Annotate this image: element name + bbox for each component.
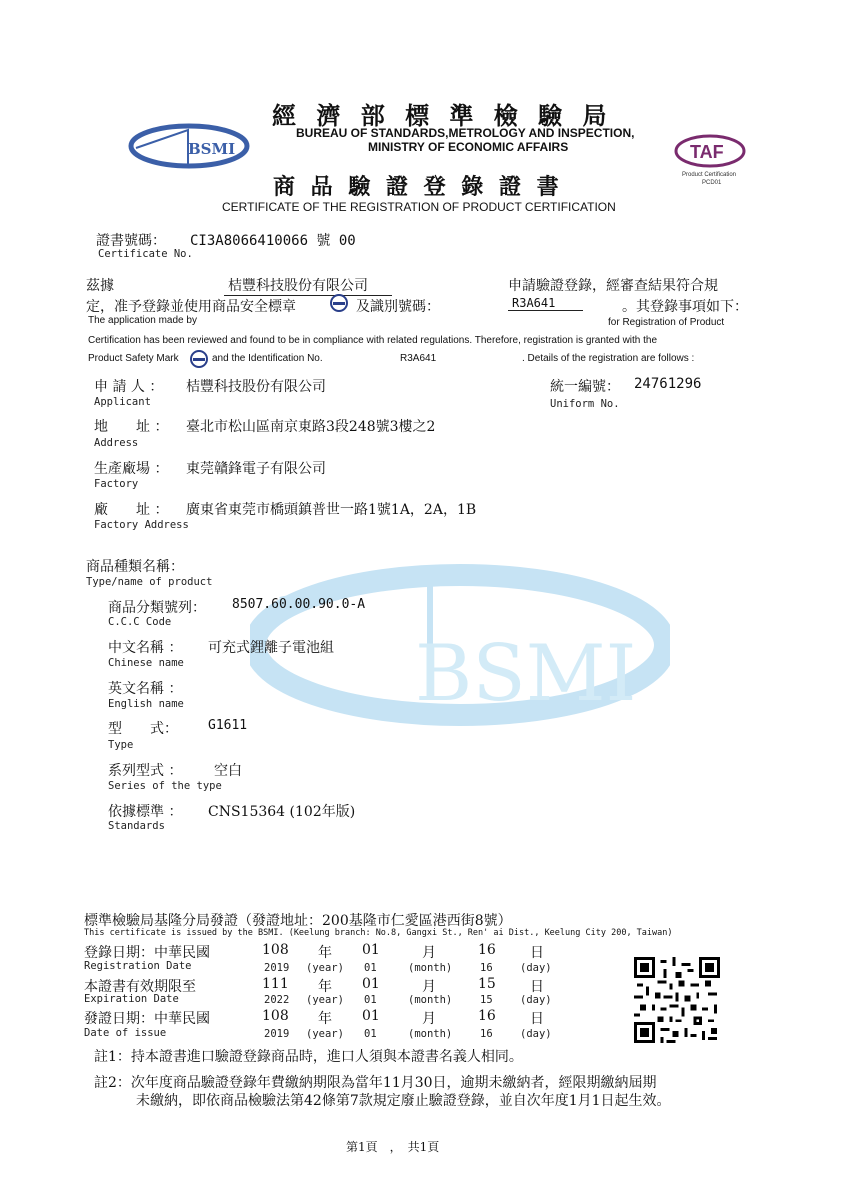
reg-year-unit: 年	[318, 945, 332, 961]
issue-year-en: 2019	[264, 1028, 290, 1040]
exp-day-zh: 15	[478, 976, 496, 992]
intro-line2-a: 定，准予登錄並使用商品安全標章	[86, 299, 296, 315]
reg-date-label-en: Registration Date	[84, 960, 192, 972]
uniform-label: 統一編號：	[550, 379, 620, 395]
taf-sub-1: Product Certification	[682, 172, 737, 178]
factory-label-en: Factory	[94, 478, 139, 490]
issue-year-unit-en: (year)	[306, 1028, 344, 1040]
standards-label-en: Standards	[108, 820, 165, 832]
ccc-label-en: C.C.C Code	[108, 616, 172, 628]
intro-suffix: 申請驗證登錄，經審查結果符合規	[508, 278, 718, 294]
note-2-line-1: 註2：次年度商品驗證登錄年費繳納期限為當年11月30日，逾期未繳納者，經限期繳納屆期	[94, 1075, 657, 1091]
uniform-value: 24761296	[634, 376, 702, 392]
exp-date-label-en: Expiration Date	[84, 993, 179, 1005]
applicant-value: 桔豐科技股份有限公司	[186, 379, 326, 395]
factory-address-label-en: Factory Address	[94, 519, 189, 531]
qr-code	[634, 957, 720, 1043]
intro-en-line3-code: R3A641	[400, 353, 437, 364]
intro-en-line3-a: Product Safety Mark	[88, 353, 179, 364]
intro-en-a: The application made by	[88, 315, 197, 326]
reg-year-unit-en: (year)	[306, 962, 344, 974]
type-label: 型 式：	[108, 721, 178, 737]
issue-date-label-en: Date of issue	[84, 1027, 167, 1039]
address-label: 地 址 ：	[94, 419, 169, 435]
reg-month-en: 01	[364, 962, 377, 974]
watermark-text: BSMI	[415, 629, 637, 719]
issue-month-unit-en: (month)	[408, 1028, 453, 1040]
issuer-zh: 標準檢驗局基隆分局發證（發證地址：200基隆市仁愛區港西街8號）	[84, 913, 512, 929]
bureau-zh: 經 濟 部 標 準 檢 驗 局	[272, 101, 613, 130]
factory-address-label: 廠 址 ：	[94, 502, 169, 518]
type-value: G1611	[208, 718, 248, 733]
bsmi-logo-text: BSMI	[188, 140, 236, 158]
taf-sub-2: PCD01	[702, 180, 722, 186]
intro-en-line3-c: . Details of the registration are follows :	[522, 353, 695, 364]
exp-date-label: 本證書有效期限至	[84, 979, 196, 995]
cert-number-label-en: Certificate No.	[98, 248, 193, 260]
bureau-en-1: BUREAU OF STANDARDS,METROLOGY AND INSPECTION,	[296, 126, 635, 140]
type-label-en: Type	[108, 739, 134, 751]
issue-month-zh: 01	[362, 1008, 380, 1024]
taf-logo-text: TAF	[690, 142, 724, 162]
title-en: CERTIFICATE OF THE REGISTRATION OF PRODUCT CERTIFICATION	[222, 200, 616, 214]
reg-day-zh: 16	[478, 942, 496, 958]
note-2-line-2: 未繳納，即依商品檢驗法第42條第7款規定廢止驗證登錄，並自次年度1月1日起生效。	[136, 1093, 671, 1109]
issue-year-unit: 年	[318, 1011, 332, 1027]
intro-company: 桔豐科技股份有限公司	[224, 275, 392, 296]
exp-month-unit-en: (month)	[408, 994, 453, 1006]
title-zh: 商 品 驗 證 登 錄 證 書	[273, 174, 563, 200]
exp-month-en: 01	[364, 994, 377, 1006]
chinese-name-label: 中文名稱 ：	[108, 640, 183, 656]
intro-en-line3-b: and the Identification No.	[212, 353, 323, 364]
issue-day-en: 16	[480, 1028, 493, 1040]
issue-month-unit: 月	[422, 1011, 436, 1027]
note-1: 註1：持本證書進口驗證登錄商品時，進口人須與本證書名義人相同。	[94, 1049, 523, 1065]
series-label: 系列型式 ：	[108, 763, 183, 779]
series-value: 空白	[214, 763, 242, 779]
intro-line2-c: 。其登錄事項如下：	[622, 299, 748, 315]
address-label-en: Address	[94, 437, 139, 449]
intro-line2-b: 及識別號碼：	[356, 299, 440, 315]
series-label-en: Series of the type	[108, 780, 222, 792]
exp-day-en: 15	[480, 994, 493, 1006]
reg-day-en: 16	[480, 962, 493, 974]
exp-day-unit: 日	[530, 979, 544, 995]
exp-year-unit-en: (year)	[306, 994, 344, 1006]
english-name-label: 英文名稱 ：	[108, 681, 183, 697]
factory-value: 東莞贛鋒電子有限公司	[186, 461, 326, 477]
standards-label: 依據標準 ：	[108, 804, 183, 820]
chinese-name-value: 可充式鋰離子電池組	[208, 640, 334, 656]
uniform-label-en: Uniform No.	[550, 398, 620, 410]
page-number: 第1頁 ， 共1頁	[346, 1140, 440, 1154]
reg-day-unit: 日	[530, 945, 544, 961]
safety-mark-icon	[330, 294, 348, 312]
address-value: 臺北市松山區南京東路3段248號3樓之2	[186, 419, 436, 435]
issue-day-unit-en: (day)	[520, 1028, 552, 1040]
factory-label: 生產廠場 ：	[94, 461, 169, 477]
product-heading-en: Type/name of product	[86, 576, 213, 588]
bureau-en-2: MINISTRY OF ECONOMIC AFFAIRS	[368, 140, 569, 154]
reg-year-zh: 108	[262, 942, 289, 958]
issue-year-zh: 108	[262, 1008, 289, 1024]
issue-day-unit: 日	[530, 1011, 544, 1027]
issuer-en: This certificate is issued by the BSMI. (Keelung branch: No.8, Gangxi St., Ren' ai Dist., Keelung City 200, Taiwan)	[84, 928, 673, 938]
exp-year-en: 2022	[264, 994, 290, 1006]
cert-number-label: 證書號碼：	[96, 233, 166, 249]
reg-month-unit: 月	[422, 945, 436, 961]
bsmi-logo	[128, 122, 250, 170]
english-name-label-en: English name	[108, 698, 184, 710]
intro-prefix: 茲據	[86, 278, 114, 294]
reg-date-label: 登錄日期：中華民國	[84, 945, 210, 961]
chinese-name-label-en: Chinese name	[108, 657, 184, 669]
issue-date-label: 發證日期：中華民國	[84, 1011, 210, 1027]
issue-month-en: 01	[364, 1028, 377, 1040]
exp-day-unit-en: (day)	[520, 994, 552, 1006]
safety-mark-icon-en	[190, 350, 208, 368]
standards-value: CNS15364 (102年版)	[208, 804, 356, 820]
exp-month-unit: 月	[422, 979, 436, 995]
reg-day-unit-en: (day)	[520, 962, 552, 974]
intro-en-line2: Certification has been reviewed and found to be in compliance with related regulations. Therefore, registration is granted with the	[88, 335, 658, 346]
cert-number-value: CI3A8066410066 號 00	[190, 233, 356, 249]
applicant-label-en: Applicant	[94, 396, 151, 408]
reg-month-zh: 01	[362, 942, 380, 958]
exp-year-zh: 111	[262, 976, 289, 992]
product-heading: 商品種類名稱：	[86, 559, 184, 575]
applicant-label: 申 請 人 ：	[94, 379, 164, 395]
issue-day-zh: 16	[478, 1008, 496, 1024]
factory-address-value: 廣東省東莞市橋頭鎮普世一路1號1A，2A，1B	[186, 502, 477, 518]
exp-year-unit: 年	[318, 979, 332, 995]
reg-year-en: 2019	[264, 962, 290, 974]
intro-id-code: R3A641	[508, 296, 583, 311]
reg-month-unit-en: (month)	[408, 962, 453, 974]
exp-month-zh: 01	[362, 976, 380, 992]
ccc-label: 商品分類號列：	[108, 600, 206, 616]
taf-logo	[672, 134, 752, 186]
ccc-value: 8507.60.00.90.0-A	[232, 597, 366, 612]
intro-en-b: for Registration of Product	[608, 317, 725, 328]
